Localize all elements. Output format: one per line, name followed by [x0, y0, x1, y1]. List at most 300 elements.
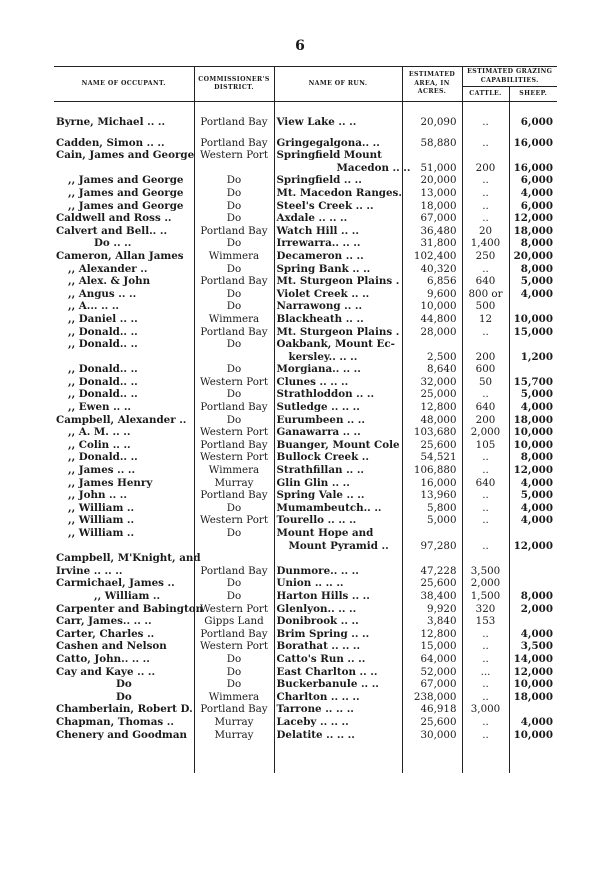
table-row	[54, 729, 557, 774]
run-cell: Strathloddon .. ..	[274, 388, 402, 401]
sheep-cell: 8,000	[520, 589, 553, 602]
table-row	[54, 577, 557, 590]
sheep-cell: 10,000	[513, 426, 553, 439]
table-row	[54, 527, 557, 540]
area-cell: 12,800	[402, 628, 462, 641]
occupant-cell: ,, John .. ..	[54, 489, 194, 502]
table-row	[54, 691, 557, 704]
area-cell: 25,000	[402, 388, 462, 401]
cattle-cell: ..	[462, 489, 509, 502]
run-cell: Bullock Creek ..	[274, 451, 402, 464]
area-cell: 3,840	[402, 615, 462, 628]
run-cell: Delatite .. .. ..	[274, 729, 402, 774]
table-row	[54, 401, 557, 414]
district-cell: Do	[194, 388, 274, 401]
occupancy-table	[54, 66, 557, 773]
run-cell: Clunes .. .. ..	[274, 376, 402, 389]
row-gap	[54, 129, 557, 137]
sheep-cell	[509, 615, 557, 628]
table-row	[54, 388, 557, 401]
sheep-cell: 10,000	[513, 728, 553, 741]
occupant-cell: Carmichael, James ..	[54, 577, 194, 590]
area-cell: 8,640	[402, 363, 462, 376]
district-cell: Do	[194, 237, 274, 250]
cattle-cell: 600	[462, 363, 509, 376]
run-cell: Narrawong .. ..	[274, 300, 402, 313]
table-row	[54, 263, 557, 276]
district-cell: Do	[194, 653, 274, 666]
occupant-cell: ,, James and George	[54, 187, 194, 200]
area-cell: 30,000	[402, 729, 462, 774]
table-row	[54, 540, 557, 553]
cattle-cell: ..	[462, 716, 509, 729]
area-cell: 38,400	[402, 590, 462, 603]
run-cell	[274, 552, 402, 565]
occupant-cell: ,, A... .. ..	[54, 300, 194, 313]
cattle-cell: ..	[462, 187, 509, 200]
page-number: 6	[295, 38, 305, 54]
area-cell: 67,000	[402, 678, 462, 691]
area-cell: 25,600	[402, 439, 462, 452]
sheep-cell: 5,000	[520, 489, 553, 502]
cattle-cell: ..	[462, 102, 509, 129]
run-cell: Spring Vale .. ..	[274, 489, 402, 502]
run-cell	[274, 129, 402, 137]
header-sheep: SHEEP.	[509, 87, 557, 102]
sheep-cell: 4,000	[520, 186, 553, 199]
cattle-cell: ..	[462, 137, 509, 150]
run-cell: Mount Hope and	[274, 527, 402, 540]
run-cell: Mt. Macedon Ranges.	[274, 187, 402, 200]
sheep-cell	[509, 527, 557, 540]
area-cell: 9,920	[402, 603, 462, 616]
sheep-cell: 8,000	[520, 237, 553, 250]
sheep-cell	[509, 149, 557, 162]
sheep-cell	[509, 300, 557, 313]
table-row	[54, 489, 557, 502]
table-row	[54, 237, 557, 250]
table-row	[54, 603, 557, 616]
table-row	[54, 313, 557, 326]
table-row	[54, 716, 557, 729]
district-cell: Do	[194, 502, 274, 515]
run-cell: Gringegalgona.. ..	[274, 137, 402, 150]
area-cell: 47,228	[402, 565, 462, 578]
occupant-cell: Cameron, Allan James	[54, 250, 194, 263]
run-cell: Watch Hill .. ..	[274, 225, 402, 238]
sheep-cell: 8,000	[520, 451, 553, 464]
area-cell: 5,000	[402, 514, 462, 527]
cattle-cell: 640	[462, 275, 509, 288]
area-cell: 67,000	[402, 212, 462, 225]
sheep-cell: 4,000	[520, 627, 553, 640]
area-cell: 103,680	[402, 426, 462, 439]
occupant-cell	[54, 540, 194, 553]
sheep-cell: 18,000	[513, 690, 553, 703]
sheep-cell: 8,000	[520, 262, 553, 275]
district-cell	[194, 129, 274, 137]
cattle-cell: 105	[462, 439, 509, 452]
header-cattle: CATTLE.	[462, 87, 509, 102]
occupant-cell: Carr, James.. .. ..	[54, 615, 194, 628]
cattle-cell: ..	[462, 200, 509, 213]
area-cell: 2,500	[402, 351, 462, 364]
district-cell: Do	[194, 338, 274, 351]
table-row	[54, 363, 557, 376]
cattle-cell: ..	[462, 464, 509, 477]
sheep-cell: 18,000	[513, 413, 553, 426]
sheep-cell	[509, 552, 557, 565]
sheep-cell	[509, 338, 557, 351]
occupant-cell: ,, William ..	[54, 502, 194, 515]
sheep-cell: 6,000	[520, 116, 553, 128]
area-cell: 31,800	[402, 237, 462, 250]
sheep-cell: 16,000	[513, 136, 553, 149]
run-cell: Irrewarra.. .. ..	[274, 237, 402, 250]
district-cell: Portland Bay	[194, 703, 274, 716]
cattle-cell: ..	[462, 514, 509, 527]
district-cell: Do	[194, 577, 274, 590]
cattle-cell: ..	[462, 678, 509, 691]
run-cell: Spring Bank .. ..	[274, 263, 402, 276]
table-row	[54, 338, 557, 351]
area-cell: 9,600	[402, 288, 462, 301]
table-row	[54, 326, 557, 339]
table-row	[54, 477, 557, 490]
district-cell: Do	[194, 187, 274, 200]
area-cell: 25,600	[402, 716, 462, 729]
area-cell: 18,000	[402, 200, 462, 213]
run-cell: Steel's Creek .. ..	[274, 200, 402, 213]
area-cell: 36,480	[402, 225, 462, 238]
district-cell: Do	[194, 212, 274, 225]
run-cell: Tarrone .. .. ..	[274, 703, 402, 716]
sheep-cell: 5,000	[520, 388, 553, 401]
run-cell: Laceby .. .. ..	[274, 716, 402, 729]
district-cell: Wimmera	[194, 464, 274, 477]
occupant-cell: Do .. ..	[54, 237, 194, 250]
occupant-cell: ,, Colin .. ..	[54, 439, 194, 452]
sheep-cell: 2,000	[520, 602, 553, 615]
district-cell: Murray	[194, 477, 274, 490]
occupant-cell: Do	[54, 678, 194, 691]
occupant-cell: ,, James .. ..	[54, 464, 194, 477]
sheep-cell	[509, 129, 557, 137]
cattle-cell: 200	[462, 162, 509, 175]
district-cell: Do	[194, 300, 274, 313]
sheep-cell: 18,000	[513, 224, 553, 237]
cattle-cell: 500	[462, 300, 509, 313]
occupant-cell: ,, William ..	[54, 514, 194, 527]
run-cell: Eurumbeen .. ..	[274, 414, 402, 427]
cattle-cell: 50	[462, 376, 509, 389]
run-cell: Sutledge .. .. ..	[274, 401, 402, 414]
cattle-cell	[462, 552, 509, 565]
sheep-cell: 4,000	[520, 401, 553, 414]
occupant-cell: ,, Donald.. ..	[54, 376, 194, 389]
occupant-cell: Cashen and Nelson	[54, 640, 194, 653]
table-row	[54, 212, 557, 225]
sheep-cell: 4,000	[520, 715, 553, 728]
area-cell: 12,800	[402, 401, 462, 414]
occupant-cell: Cadden, Simon .. ..	[54, 137, 194, 150]
occupant-cell	[54, 162, 194, 175]
run-cell: Donibrook .. ..	[274, 615, 402, 628]
occupant-cell: Chamberlain, Robert D.	[56, 703, 193, 716]
sheep-cell: 12,000	[513, 212, 553, 225]
table-row	[54, 414, 557, 427]
header-run: NAME OF RUN.	[274, 67, 402, 102]
table-row	[54, 426, 557, 439]
occupant-cell: Carter, Charles ..	[54, 628, 194, 641]
header-district: COMMISSIONER'S DISTRICT.	[194, 67, 274, 102]
run-cell: Borathat .. .. ..	[274, 640, 402, 653]
cattle-cell: 250	[462, 250, 509, 263]
district-cell: Wimmera	[194, 691, 274, 704]
sheep-cell: 12,000	[513, 665, 553, 678]
sheep-cell	[509, 703, 557, 716]
district-cell: Portland Bay	[194, 439, 274, 452]
occupant-cell: ,, Donald.. ..	[54, 338, 194, 351]
sheep-cell: 4,000	[520, 287, 553, 300]
district-cell: Murray	[194, 716, 274, 729]
district-cell	[194, 552, 274, 565]
table-row	[54, 351, 557, 364]
run-cell: Mount Pyramid ..	[274, 540, 402, 553]
table-row	[54, 565, 557, 578]
header-grazing: ESTIMATED GRAZING CAPABILITIES.	[462, 67, 557, 87]
run-cell: Morgiana.. .. ..	[274, 363, 402, 376]
run-cell: kersley.. .. ..	[274, 351, 402, 364]
cattle-cell: ..	[462, 502, 509, 515]
table-row	[54, 200, 557, 213]
district-cell: Western Port	[194, 376, 274, 389]
district-cell: Murray	[194, 729, 274, 774]
cattle-cell: 3,000	[462, 703, 509, 716]
occupant-cell: ,, James and George	[54, 174, 194, 187]
occupant-cell: Irvine .. .. ..	[54, 565, 194, 578]
district-cell: Portland Bay	[194, 401, 274, 414]
cattle-cell: ..	[462, 212, 509, 225]
run-cell: Strathfillan .. ..	[274, 464, 402, 477]
district-cell: Do	[194, 666, 274, 679]
cattle-cell: ..	[462, 653, 509, 666]
cattle-cell: 12	[462, 313, 509, 326]
table-row	[54, 137, 557, 150]
cattle-cell: ..	[462, 174, 509, 187]
run-cell: Macedon .. ..	[274, 162, 402, 175]
occupant-cell: ,, Donald.. ..	[54, 451, 194, 464]
sheep-cell: 15,700	[513, 375, 553, 388]
run-cell: Charlton .. .. ..	[274, 691, 402, 704]
occupant-cell: ,, Ewen .. ..	[54, 401, 194, 414]
district-cell: Do	[194, 678, 274, 691]
area-cell: 102,400	[402, 250, 462, 263]
area-cell	[402, 149, 462, 162]
table-row	[54, 187, 557, 200]
sheep-cell: 16,000	[513, 161, 553, 174]
district-cell: Portland Bay	[194, 565, 274, 578]
cattle-cell: ...	[462, 666, 509, 679]
district-cell: Portland Bay	[194, 102, 274, 129]
occupant-cell: ,, A. M. .. ..	[54, 426, 194, 439]
area-cell	[402, 527, 462, 540]
district-cell: Portland Bay	[194, 137, 274, 150]
area-cell: 25,600	[402, 577, 462, 590]
run-cell: Brim Spring .. ..	[274, 628, 402, 641]
occupant-cell: ,, Donald.. ..	[54, 326, 194, 339]
run-cell: Mt. Sturgeon Plains .	[274, 326, 402, 339]
cattle-cell: ..	[462, 388, 509, 401]
district-cell: Do	[194, 288, 274, 301]
cattle-cell: 640	[462, 401, 509, 414]
occupant-cell: ,, James Henry	[54, 477, 194, 490]
cattle-cell	[462, 527, 509, 540]
cattle-cell: 153	[462, 615, 509, 628]
sheep-cell: 4,000	[520, 501, 553, 514]
occupant-cell: ,, Alexander ..	[54, 263, 194, 276]
run-cell: Mt. Sturgeon Plains .	[274, 275, 402, 288]
cattle-cell: ..	[462, 640, 509, 653]
area-cell: 51,000	[402, 162, 462, 175]
sheep-cell: 15,000	[513, 325, 553, 338]
cattle-cell: 320	[462, 603, 509, 616]
run-cell: Glin Glin .. ..	[274, 477, 402, 490]
district-cell: Western Port	[194, 426, 274, 439]
occupant-cell: ,, William ..	[54, 527, 194, 540]
district-cell: Do	[194, 174, 274, 187]
district-cell: Gipps Land	[194, 615, 274, 628]
area-cell: 52,000	[402, 666, 462, 679]
sheep-cell	[509, 565, 557, 578]
table-row	[54, 653, 557, 666]
area-cell	[402, 129, 462, 137]
cattle-cell: ..	[462, 628, 509, 641]
occupant-cell: ,, Donald.. ..	[54, 388, 194, 401]
area-cell: 238,000	[402, 691, 462, 704]
cattle-cell	[462, 129, 509, 137]
district-cell: Wimmera	[194, 313, 274, 326]
table-row	[54, 174, 557, 187]
run-cell: Union .. .. ..	[274, 577, 402, 590]
district-cell: Portland Bay	[194, 225, 274, 238]
district-cell	[194, 540, 274, 553]
table-row	[54, 502, 557, 515]
occupant-cell: ,, Angus .. ..	[54, 288, 194, 301]
cattle-cell: 1,500	[462, 590, 509, 603]
table-row	[54, 275, 557, 288]
run-cell: Catto's Run .. ..	[274, 653, 402, 666]
sheep-cell: 10,000	[513, 312, 553, 325]
area-cell: 44,800	[402, 313, 462, 326]
table-row	[54, 666, 557, 679]
area-cell: 58,880	[402, 137, 462, 150]
district-cell: Do	[194, 527, 274, 540]
table-row	[54, 552, 557, 565]
district-cell: Western Port	[194, 603, 274, 616]
occupant-cell: Carpenter and Babington	[56, 602, 204, 615]
run-cell: Ganawarra .. ..	[274, 426, 402, 439]
district-cell: Do	[194, 263, 274, 276]
occupant-cell: Caldwell and Ross ..	[54, 212, 194, 225]
sheep-cell: 4,000	[520, 476, 553, 489]
district-cell: Western Port	[194, 514, 274, 527]
area-cell: 106,880	[402, 464, 462, 477]
table-row	[54, 162, 557, 175]
sheep-cell: 12,000	[513, 464, 553, 477]
table-row	[54, 464, 557, 477]
area-cell	[402, 552, 462, 565]
cattle-cell: 20	[462, 225, 509, 238]
cattle-cell: ..	[462, 691, 509, 704]
sheep-cell: 6,000	[520, 199, 553, 212]
district-cell: Do	[194, 200, 274, 213]
cattle-cell: 200	[462, 414, 509, 427]
occupant-cell: Chenery and Goodman	[54, 729, 194, 774]
run-cell: Tourello .. .. ..	[274, 514, 402, 527]
cattle-cell: ..	[462, 540, 509, 553]
area-cell: 15,000	[402, 640, 462, 653]
district-cell: Western Port	[194, 451, 274, 464]
area-cell: 46,918	[402, 703, 462, 716]
cattle-cell: 800 or	[462, 288, 509, 301]
cattle-cell: ..	[462, 326, 509, 339]
run-cell: Springfield .. ..	[274, 174, 402, 187]
sheep-cell: 10,000	[513, 438, 553, 451]
occupant-cell: ,, Alex. & John	[54, 275, 194, 288]
sheep-cell: 6,000	[520, 174, 553, 187]
table-row	[54, 514, 557, 527]
area-cell: 6,856	[402, 275, 462, 288]
run-cell: Harton Hills .. ..	[274, 590, 402, 603]
run-cell: Axdale .. .. ..	[274, 212, 402, 225]
occupant-cell: ,, James and George	[54, 200, 194, 213]
sheep-cell	[509, 577, 557, 590]
district-cell: Western Port	[194, 149, 274, 162]
occupant-cell	[54, 129, 194, 137]
district-cell: Do	[194, 590, 274, 603]
district-cell: Do	[194, 414, 274, 427]
cattle-cell: ..	[462, 729, 509, 774]
area-cell: 5,800	[402, 502, 462, 515]
area-cell: 20,090	[402, 102, 462, 129]
occupant-cell: ,, Donald.. ..	[54, 363, 194, 376]
sheep-cell: 1,200	[520, 350, 553, 363]
district-cell	[194, 162, 274, 175]
occupant-cell: Cay and Kaye .. ..	[54, 666, 194, 679]
cattle-cell: 3,500	[462, 565, 509, 578]
cattle-cell: 2,000	[462, 577, 509, 590]
table-row	[54, 149, 557, 162]
occupant-cell: Byrne, Michael .. ..	[54, 102, 194, 129]
table-row	[54, 628, 557, 641]
run-cell: Buckerbanule .. ..	[274, 678, 402, 691]
area-cell: 13,000	[402, 187, 462, 200]
district-cell: Portland Bay	[194, 628, 274, 641]
area-cell: 97,280	[402, 540, 462, 553]
area-cell: 20,000	[402, 174, 462, 187]
header-area: ESTIMATED AREA, IN ACRES.	[402, 67, 462, 102]
occupant-cell	[54, 351, 194, 364]
cattle-cell: ..	[462, 451, 509, 464]
table-row	[54, 590, 557, 603]
table-row	[54, 678, 557, 691]
sheep-cell	[509, 363, 557, 376]
table-row	[54, 102, 557, 129]
run-cell: Decameron .. ..	[274, 250, 402, 263]
area-cell: 16,000	[402, 477, 462, 490]
cattle-cell: 1,400	[462, 237, 509, 250]
